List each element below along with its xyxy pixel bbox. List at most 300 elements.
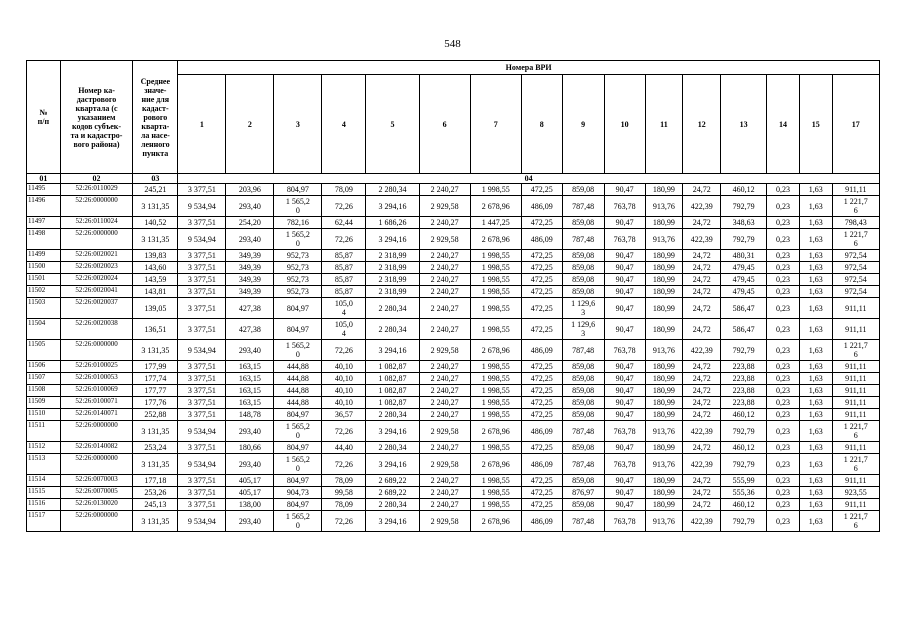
table-row	[27, 385, 880, 397]
vri-value-cell: 180,99	[645, 409, 683, 421]
vri-value-cell: 180,99	[645, 385, 683, 397]
vri-value-cell: 24,72	[683, 409, 721, 421]
vri-value-cell: 787,48	[562, 229, 604, 250]
vri-value-cell: 913,76	[645, 454, 683, 475]
vri-value-cell: 859,08	[562, 385, 604, 397]
vri-value-cell: 763,78	[604, 196, 645, 217]
average-value-cell: 3 131,35	[133, 196, 178, 217]
vri-value-cell: 24,72	[683, 487, 721, 499]
vri-value-cell: 1 565,2 0	[274, 421, 322, 442]
row-number-cell: 11495	[27, 184, 61, 196]
vri-value-cell: 85,87	[322, 262, 366, 274]
row-number-cell: 11509	[27, 397, 61, 409]
vri-value-cell: 486,09	[521, 511, 562, 532]
vri-value-cell: 2 929,58	[419, 229, 470, 250]
header-vri-number: 17	[832, 75, 879, 174]
average-value-cell: 177,99	[133, 361, 178, 373]
vri-value-cell: 472,25	[521, 442, 562, 454]
vri-value-cell: 90,47	[604, 361, 645, 373]
vri-value-cell: 90,47	[604, 184, 645, 196]
header-vri-group: Номера ВРИ	[178, 61, 880, 75]
vri-value-cell: 180,99	[645, 361, 683, 373]
table-row	[27, 487, 880, 499]
vri-value-cell: 1,63	[799, 421, 832, 442]
vri-value-cell: 1 998,55	[470, 298, 521, 319]
vri-value-cell: 90,47	[604, 319, 645, 340]
table-row	[27, 454, 880, 475]
table-row	[27, 421, 880, 442]
vri-value-cell: 472,25	[521, 385, 562, 397]
vri-value-cell: 2 929,58	[419, 421, 470, 442]
cadastral-quarter-cell: 52:26:0020024	[60, 274, 133, 286]
vri-value-cell: 180,99	[645, 262, 683, 274]
row-number-cell: 11498	[27, 229, 61, 250]
vri-value-cell: 1,63	[799, 184, 832, 196]
vri-value-cell: 1 447,25	[470, 217, 521, 229]
vri-value-cell: 472,25	[521, 475, 562, 487]
index-cell: 02	[60, 174, 133, 184]
vri-value-cell: 2 318,99	[366, 250, 419, 262]
row-number-cell: 11504	[27, 319, 61, 340]
vri-value-cell: 180,99	[645, 499, 683, 511]
table-body	[27, 174, 880, 532]
vri-value-cell: 1,63	[799, 196, 832, 217]
vri-value-cell: 804,97	[274, 184, 322, 196]
vri-value-cell: 1,63	[799, 409, 832, 421]
vri-value-cell: 180,66	[226, 442, 274, 454]
vri-value-cell: 0,23	[767, 487, 800, 499]
vri-value-cell: 0,23	[767, 397, 800, 409]
vri-value-cell: 223,88	[721, 397, 767, 409]
header-row-number: № п/п	[27, 61, 61, 174]
vri-value-cell: 24,72	[683, 217, 721, 229]
vri-value-cell: 1 565,2 0	[274, 196, 322, 217]
average-value-cell: 143,81	[133, 286, 178, 298]
vri-value-cell: 479,45	[721, 274, 767, 286]
vri-value-cell: 911,11	[832, 397, 879, 409]
vri-value-cell: 180,99	[645, 475, 683, 487]
vri-value-cell: 1,63	[799, 286, 832, 298]
table-row	[27, 397, 880, 409]
vri-value-cell: 472,25	[521, 397, 562, 409]
vri-value-cell: 859,08	[562, 475, 604, 487]
vri-value-cell: 90,47	[604, 409, 645, 421]
vri-value-cell: 163,15	[226, 397, 274, 409]
vri-value-cell: 422,39	[683, 511, 721, 532]
table-row	[27, 373, 880, 385]
vri-value-cell: 40,10	[322, 385, 366, 397]
vri-value-cell: 72,26	[322, 229, 366, 250]
vri-value-cell: 349,39	[226, 262, 274, 274]
vri-value-cell: 1 082,87	[366, 373, 419, 385]
vri-value-cell: 2 929,58	[419, 340, 470, 361]
vri-value-cell: 1,63	[799, 361, 832, 373]
header-cadastral-quarter: Номер ка- дастрового квартала (с указанием кодов субъек- та и кадастро- вого района)	[60, 61, 133, 174]
vri-value-cell: 90,47	[604, 274, 645, 286]
vri-value-cell: 0,23	[767, 184, 800, 196]
vri-value-cell: 3 377,51	[178, 475, 226, 487]
row-number-cell: 11499	[27, 250, 61, 262]
average-value-cell: 3 131,35	[133, 340, 178, 361]
vri-value-cell: 2 240,27	[419, 409, 470, 421]
vri-value-cell: 99,58	[322, 487, 366, 499]
header-vri-number: 14	[767, 75, 800, 174]
table-row	[27, 319, 880, 340]
vri-value-cell: 72,26	[322, 421, 366, 442]
row-number-cell: 11497	[27, 217, 61, 229]
row-number-cell: 11513	[27, 454, 61, 475]
average-value-cell: 136,51	[133, 319, 178, 340]
vri-value-cell: 792,79	[721, 340, 767, 361]
average-value-cell: 177,74	[133, 373, 178, 385]
vri-value-cell: 0,23	[767, 340, 800, 361]
vri-value-cell: 1 998,55	[470, 475, 521, 487]
vri-value-cell: 0,23	[767, 196, 800, 217]
vri-value-cell: 1 565,2 0	[274, 454, 322, 475]
vri-value-cell: 3 377,51	[178, 319, 226, 340]
vri-value-cell: 472,25	[521, 286, 562, 298]
vri-value-cell: 2 280,34	[366, 499, 419, 511]
vri-value-cell: 792,79	[721, 454, 767, 475]
row-number-cell: 11502	[27, 286, 61, 298]
vri-value-cell: 422,39	[683, 229, 721, 250]
vri-value-cell: 460,12	[721, 184, 767, 196]
vri-value-cell: 586,47	[721, 298, 767, 319]
vri-value-cell: 2 240,27	[419, 385, 470, 397]
table-row	[27, 361, 880, 373]
vri-value-cell: 72,26	[322, 340, 366, 361]
header-vri-number: 11	[645, 75, 683, 174]
vri-value-cell: 3 294,16	[366, 340, 419, 361]
average-value-cell: 143,60	[133, 262, 178, 274]
vri-value-cell: 763,78	[604, 454, 645, 475]
vri-value-cell: 163,15	[226, 373, 274, 385]
vri-value-cell: 2 240,27	[419, 361, 470, 373]
vri-value-cell: 90,47	[604, 385, 645, 397]
vri-value-cell: 859,08	[562, 361, 604, 373]
average-value-cell: 3 131,35	[133, 229, 178, 250]
average-value-cell: 177,77	[133, 385, 178, 397]
vri-value-cell: 180,99	[645, 373, 683, 385]
index-cell: 03	[133, 174, 178, 184]
vri-value-cell: 90,47	[604, 499, 645, 511]
vri-value-cell: 2 240,27	[419, 397, 470, 409]
vri-value-cell: 0,23	[767, 511, 800, 532]
vri-value-cell: 782,16	[274, 217, 322, 229]
vri-value-cell: 972,54	[832, 250, 879, 262]
vri-value-cell: 2 280,34	[366, 298, 419, 319]
vri-value-cell: 180,99	[645, 184, 683, 196]
vri-value-cell: 911,11	[832, 499, 879, 511]
vri-value-cell: 1 998,55	[470, 184, 521, 196]
vri-value-cell: 486,09	[521, 196, 562, 217]
vri-value-cell: 486,09	[521, 340, 562, 361]
vri-value-cell: 422,39	[683, 340, 721, 361]
vri-value-cell: 40,10	[322, 397, 366, 409]
table-header	[27, 61, 880, 174]
vri-value-cell: 44,40	[322, 442, 366, 454]
average-value-cell: 3 131,35	[133, 454, 178, 475]
cadastral-quarter-cell: 52:26:0000000	[60, 340, 133, 361]
header-vri-number: 2	[226, 75, 274, 174]
vri-value-cell: 1,63	[799, 340, 832, 361]
vri-value-cell: 904,73	[274, 487, 322, 499]
vri-value-cell: 763,78	[604, 511, 645, 532]
vri-value-cell: 472,25	[521, 274, 562, 286]
vri-value-cell: 427,38	[226, 319, 274, 340]
vri-value-cell: 293,40	[226, 454, 274, 475]
vri-value-cell: 90,47	[604, 397, 645, 409]
vri-value-cell: 859,08	[562, 217, 604, 229]
vri-value-cell: 792,79	[721, 229, 767, 250]
vri-value-cell: 24,72	[683, 361, 721, 373]
table-row	[27, 442, 880, 454]
vri-value-cell: 1,63	[799, 217, 832, 229]
cadastral-quarter-cell: 52:26:0020023	[60, 262, 133, 274]
average-value-cell: 245,13	[133, 499, 178, 511]
vri-value-cell: 859,08	[562, 409, 604, 421]
vri-value-cell: 2 240,27	[419, 475, 470, 487]
row-number-cell: 11512	[27, 442, 61, 454]
vri-value-cell: 2 280,34	[366, 409, 419, 421]
vri-value-cell: 1,63	[799, 385, 832, 397]
vri-value-cell: 1 221,7 6	[832, 511, 879, 532]
vri-value-cell: 972,54	[832, 286, 879, 298]
vri-value-cell: 24,72	[683, 442, 721, 454]
vri-value-cell: 804,97	[274, 475, 322, 487]
vri-value-cell: 2 240,27	[419, 286, 470, 298]
vri-value-cell: 804,97	[274, 499, 322, 511]
vri-value-cell: 911,11	[832, 373, 879, 385]
header-vri-number: 13	[721, 75, 767, 174]
vri-value-cell: 911,11	[832, 385, 879, 397]
vri-value-cell: 3 377,51	[178, 499, 226, 511]
vri-rates-table	[26, 60, 880, 532]
vri-value-cell: 911,11	[832, 298, 879, 319]
row-number-cell: 11501	[27, 274, 61, 286]
vri-value-cell: 9 534,94	[178, 196, 226, 217]
row-number-cell: 11503	[27, 298, 61, 319]
vri-value-cell: 1 565,2 0	[274, 229, 322, 250]
header-vri-number: 4	[322, 75, 366, 174]
vri-value-cell: 1 998,55	[470, 487, 521, 499]
vri-value-cell: 1,63	[799, 487, 832, 499]
vri-value-cell: 472,25	[521, 319, 562, 340]
vri-value-cell: 180,99	[645, 217, 683, 229]
vri-value-cell: 90,47	[604, 286, 645, 298]
vri-value-cell: 1,63	[799, 229, 832, 250]
vri-value-cell: 486,09	[521, 229, 562, 250]
vri-value-cell: 2 280,34	[366, 319, 419, 340]
vri-value-cell: 0,23	[767, 286, 800, 298]
vri-value-cell: 1 221,7 6	[832, 454, 879, 475]
cadastral-quarter-cell: 52:26:0130020	[60, 499, 133, 511]
average-value-cell: 3 131,35	[133, 421, 178, 442]
vri-value-cell: 2 929,58	[419, 196, 470, 217]
average-value-cell: 245,21	[133, 184, 178, 196]
vri-value-cell: 1,63	[799, 373, 832, 385]
cadastral-quarter-cell: 52:26:0140082	[60, 442, 133, 454]
vri-value-cell: 763,78	[604, 229, 645, 250]
vri-value-cell: 349,39	[226, 274, 274, 286]
vri-value-cell: 422,39	[683, 454, 721, 475]
table-row	[27, 274, 880, 286]
table-row	[27, 184, 880, 196]
vri-value-cell: 2 678,96	[470, 421, 521, 442]
vri-value-cell: 1 221,7 6	[832, 340, 879, 361]
vri-value-cell: 460,12	[721, 499, 767, 511]
vri-value-cell: 1,63	[799, 475, 832, 487]
vri-value-cell: 3 377,51	[178, 487, 226, 499]
vri-value-cell: 472,25	[521, 262, 562, 274]
vri-value-cell: 78,09	[322, 475, 366, 487]
cadastral-quarter-cell: 52:26:0110029	[60, 184, 133, 196]
vri-value-cell: 180,99	[645, 442, 683, 454]
vri-value-cell: 0,23	[767, 217, 800, 229]
cadastral-quarter-cell: 52:26:0100069	[60, 385, 133, 397]
header-vri-number: 3	[274, 75, 322, 174]
vri-value-cell: 486,09	[521, 454, 562, 475]
vri-value-cell: 138,00	[226, 499, 274, 511]
vri-value-cell: 9 534,94	[178, 454, 226, 475]
vri-value-cell: 804,97	[274, 442, 322, 454]
vri-value-cell: 1 082,87	[366, 385, 419, 397]
vri-value-cell: 9 534,94	[178, 229, 226, 250]
vri-value-cell: 787,48	[562, 340, 604, 361]
vri-value-cell: 180,99	[645, 298, 683, 319]
vri-value-cell: 24,72	[683, 274, 721, 286]
vri-value-cell: 787,48	[562, 196, 604, 217]
vri-value-cell: 24,72	[683, 373, 721, 385]
vri-value-cell: 1 082,87	[366, 361, 419, 373]
vri-value-cell: 1 998,55	[470, 499, 521, 511]
cadastral-quarter-cell: 52:26:0020038	[60, 319, 133, 340]
vri-value-cell: 913,76	[645, 421, 683, 442]
vri-value-cell: 2 678,96	[470, 340, 521, 361]
table-row	[27, 475, 880, 487]
vri-value-cell: 9 534,94	[178, 421, 226, 442]
vri-value-cell: 3 294,16	[366, 421, 419, 442]
cadastral-quarter-cell: 52:26:0070003	[60, 475, 133, 487]
row-number-cell: 11500	[27, 262, 61, 274]
vri-value-cell: 1 998,55	[470, 442, 521, 454]
vri-value-cell: 3 377,51	[178, 274, 226, 286]
table-row	[27, 409, 880, 421]
vri-value-cell: 480,31	[721, 250, 767, 262]
vri-value-cell: 72,26	[322, 511, 366, 532]
vri-value-cell: 2 929,58	[419, 454, 470, 475]
vri-value-cell: 2 318,99	[366, 274, 419, 286]
table-row	[27, 196, 880, 217]
vri-value-cell: 2 240,27	[419, 217, 470, 229]
header-vri-number: 9	[562, 75, 604, 174]
vri-value-cell: 3 377,51	[178, 298, 226, 319]
row-number-cell: 11505	[27, 340, 61, 361]
vri-value-cell: 2 240,27	[419, 274, 470, 286]
vri-value-cell: 460,12	[721, 409, 767, 421]
vri-value-cell: 1,63	[799, 442, 832, 454]
vri-value-cell: 1,63	[799, 250, 832, 262]
vri-value-cell: 85,87	[322, 274, 366, 286]
vri-value-cell: 1 998,55	[470, 262, 521, 274]
table-row	[27, 229, 880, 250]
vri-value-cell: 952,73	[274, 250, 322, 262]
vri-value-cell: 72,26	[322, 196, 366, 217]
table-row	[27, 340, 880, 361]
vri-value-cell: 913,76	[645, 511, 683, 532]
vri-value-cell: 2 240,27	[419, 262, 470, 274]
vri-value-cell: 1 686,26	[366, 217, 419, 229]
row-number-cell: 11517	[27, 511, 61, 532]
vri-value-cell: 472,25	[521, 184, 562, 196]
vri-value-cell: 3 377,51	[178, 262, 226, 274]
vri-value-cell: 444,88	[274, 361, 322, 373]
vri-value-cell: 0,23	[767, 454, 800, 475]
header-vri-number: 6	[419, 75, 470, 174]
vri-value-cell: 586,47	[721, 319, 767, 340]
vri-value-cell: 763,78	[604, 340, 645, 361]
average-value-cell: 3 131,35	[133, 511, 178, 532]
vri-value-cell: 24,72	[683, 262, 721, 274]
vri-value-cell: 1,63	[799, 499, 832, 511]
vri-value-cell: 952,73	[274, 286, 322, 298]
vri-value-cell: 1 998,55	[470, 274, 521, 286]
index-cell: 04	[178, 174, 880, 184]
vri-value-cell: 1 082,87	[366, 397, 419, 409]
average-value-cell: 139,83	[133, 250, 178, 262]
vri-value-cell: 472,25	[521, 217, 562, 229]
vri-value-cell: 293,40	[226, 340, 274, 361]
vri-value-cell: 859,08	[562, 184, 604, 196]
average-value-cell: 177,18	[133, 475, 178, 487]
vri-value-cell: 3 377,51	[178, 286, 226, 298]
vri-value-cell: 62,44	[322, 217, 366, 229]
vri-value-cell: 223,88	[721, 361, 767, 373]
vri-value-cell: 2 240,27	[419, 442, 470, 454]
vri-value-cell: 911,11	[832, 184, 879, 196]
vri-value-cell: 3 377,51	[178, 385, 226, 397]
vri-value-cell: 180,99	[645, 274, 683, 286]
vri-value-cell: 90,47	[604, 442, 645, 454]
vri-value-cell: 105,0 4	[322, 319, 366, 340]
vri-value-cell: 1 998,55	[470, 397, 521, 409]
vri-value-cell: 0,23	[767, 499, 800, 511]
vri-value-cell: 0,23	[767, 319, 800, 340]
vri-value-cell: 2 240,27	[419, 184, 470, 196]
vri-value-cell: 1,63	[799, 397, 832, 409]
vri-value-cell: 1 998,55	[470, 385, 521, 397]
header-vri-number: 7	[470, 75, 521, 174]
vri-value-cell: 3 294,16	[366, 196, 419, 217]
vri-value-cell: 90,47	[604, 217, 645, 229]
vri-value-cell: 859,08	[562, 262, 604, 274]
cadastral-quarter-cell: 52:26:0020021	[60, 250, 133, 262]
row-number-cell: 11510	[27, 409, 61, 421]
vri-value-cell: 78,09	[322, 499, 366, 511]
vri-value-cell: 479,45	[721, 286, 767, 298]
vri-value-cell: 422,39	[683, 196, 721, 217]
vri-value-cell: 24,72	[683, 184, 721, 196]
vri-value-cell: 90,47	[604, 262, 645, 274]
vri-value-cell: 180,99	[645, 319, 683, 340]
header-vri-number: 15	[799, 75, 832, 174]
vri-value-cell: 293,40	[226, 511, 274, 532]
vri-value-cell: 859,08	[562, 286, 604, 298]
vri-value-cell: 1,63	[799, 319, 832, 340]
vri-value-cell: 859,08	[562, 397, 604, 409]
vri-value-cell: 24,72	[683, 499, 721, 511]
vri-value-cell: 2 240,27	[419, 319, 470, 340]
